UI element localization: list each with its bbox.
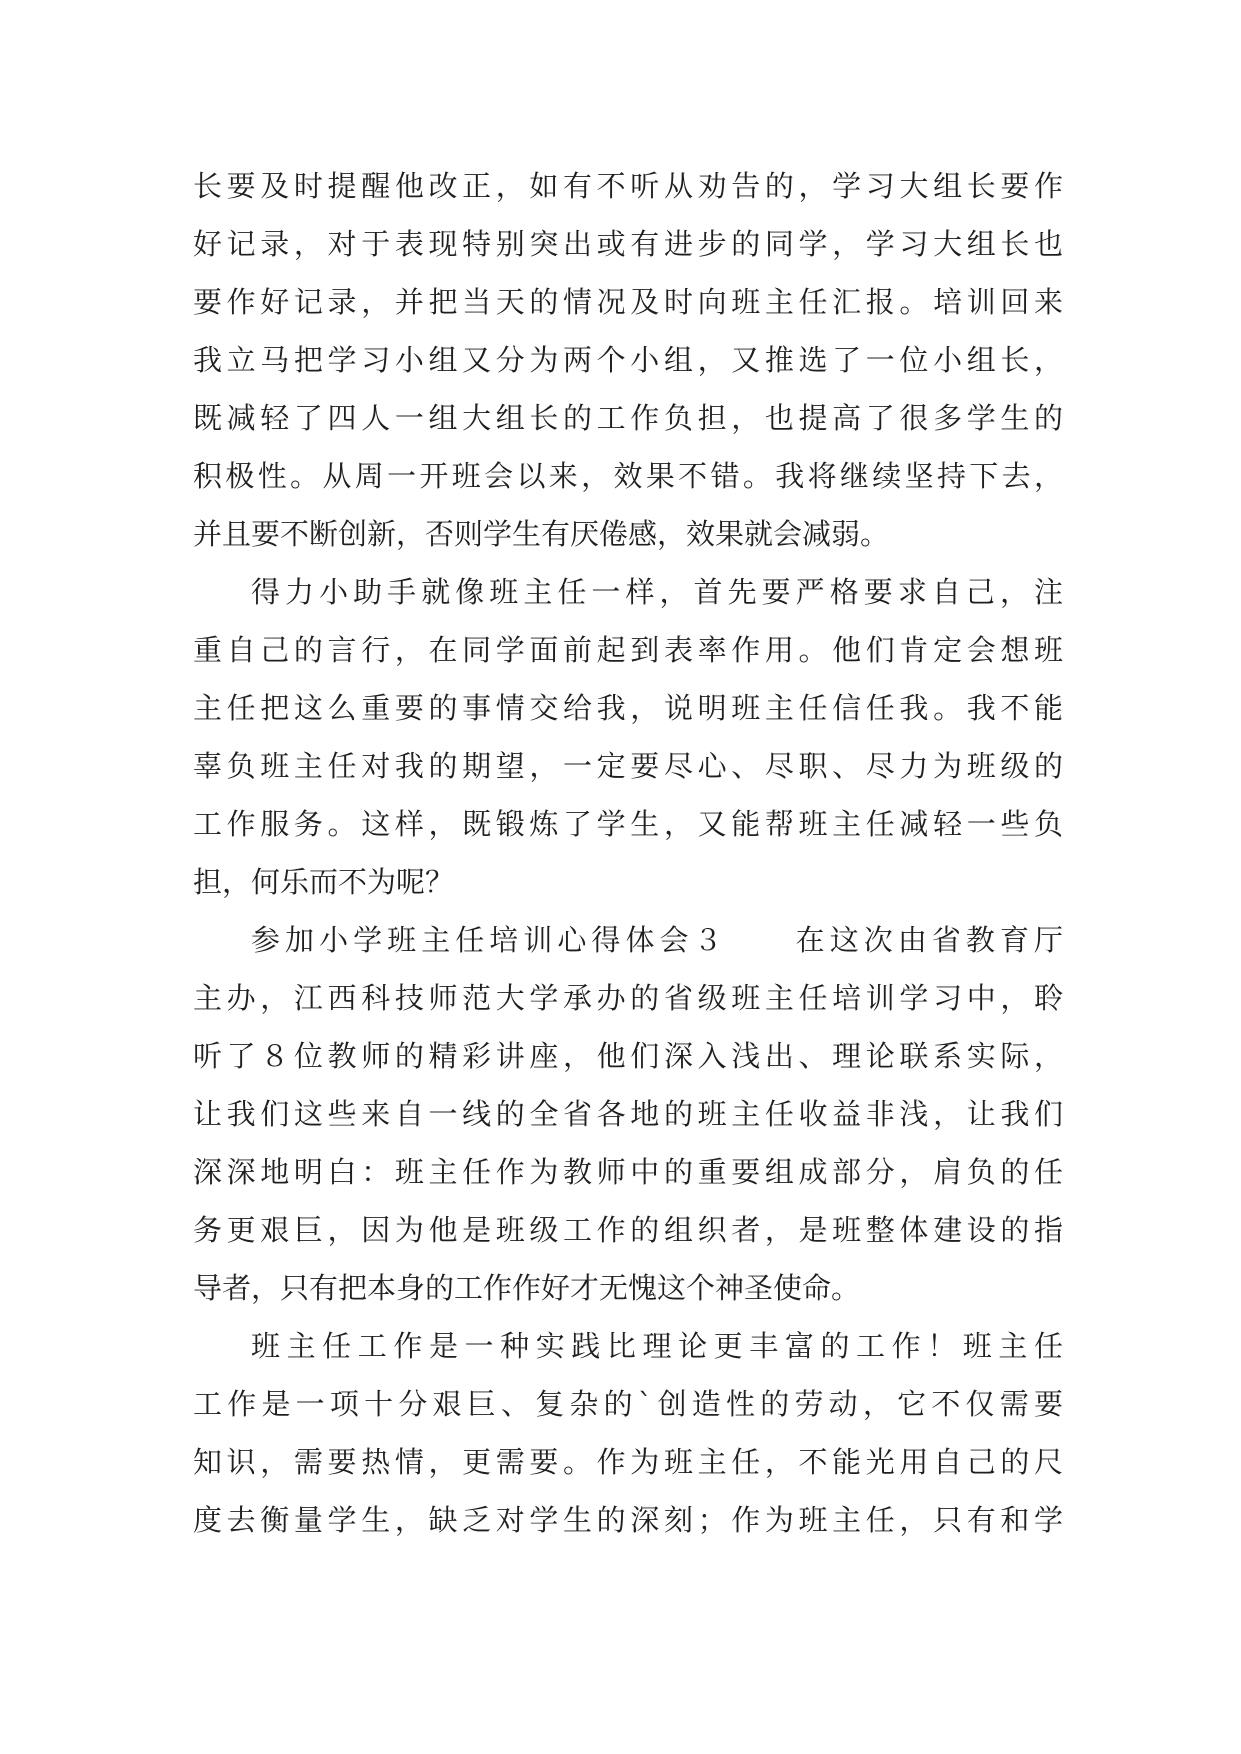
- text-line: 并且要不断创新，否则学生有厌倦感，效果就会减弱。: [193, 517, 890, 551]
- text-line: 工作服务。这样，既锻炼了学生，又能帮班主任减轻一些负: [193, 807, 1063, 841]
- text-line: 参加小学班主任培训心得体会３ 在这次由省教育厅: [251, 923, 1063, 957]
- text-line: 好记录，对于表现特别突出或有进步的同学，学习大组长也: [193, 227, 1063, 261]
- text-line: 知识，需要热情，更需要。作为班主任，不能光用自己的尺: [193, 1445, 1063, 1479]
- text-line: 让我们这些来自一线的全省各地的班主任收益非浅，让我们: [193, 1097, 1063, 1131]
- text-line: 要作好记录，并把当天的情况及时向班主任汇报。培训回来: [193, 285, 1063, 319]
- text-line: 主办，江西科技师范大学承办的省级班主任培训学习中，聆: [193, 981, 1063, 1015]
- text-line: 得力小助手就像班主任一样，首先要严格要求自己，注: [251, 575, 1063, 609]
- paragraph-2: [193, 563, 1063, 911]
- text-line: 班主任工作是一种实践比理论更丰富的工作！班主任: [251, 1329, 1063, 1363]
- text-line: 重自己的言行，在同学面前起到表率作用。他们肯定会想班: [193, 633, 1063, 667]
- text-line: 度去衡量学生，缺乏对学生的深刻；作为班主任，只有和学: [193, 1503, 1063, 1537]
- text-line: 导者，只有把本身的工作作好才无愧这个神圣使命。: [193, 1271, 861, 1305]
- paragraph-1: [193, 157, 1063, 563]
- text-line: 工作是一项十分艰巨、复杂的`创造性的劳动，它不仅需要: [193, 1387, 1063, 1421]
- text-line: 务更艰巨，因为他是班级工作的组织者，是班整体建设的指: [193, 1213, 1063, 1247]
- paragraph-4: [193, 1317, 1063, 1549]
- text-line: 长要及时提醒他改正，如有不听从劝告的，学习大组长要作: [193, 169, 1063, 203]
- text-line: 辜负班主任对我的期望，一定要尽心、尽职、尽力为班级的: [193, 749, 1063, 783]
- text-line: 担，何乐而不为呢？: [193, 865, 455, 899]
- text-line: 我立马把学习小组又分为两个小组，又推选了一位小组长，: [193, 343, 1063, 377]
- document-body: [193, 157, 1063, 1549]
- paragraph-3: [193, 911, 1063, 1317]
- text-line: 听了８位教师的精彩讲座，他们深入浅出、理论联系实际，: [193, 1039, 1063, 1073]
- text-line: 积极性。从周一开班会以来，效果不错。我将继续坚持下去，: [193, 459, 1063, 493]
- text-line: 主任把这么重要的事情交给我，说明班主任信任我。我不能: [193, 691, 1063, 725]
- text-line: 深深地明白：班主任作为教师中的重要组成部分，肩负的任: [193, 1155, 1063, 1189]
- text-line: 既减轻了四人一组大组长的工作负担，也提高了很多学生的: [193, 401, 1063, 435]
